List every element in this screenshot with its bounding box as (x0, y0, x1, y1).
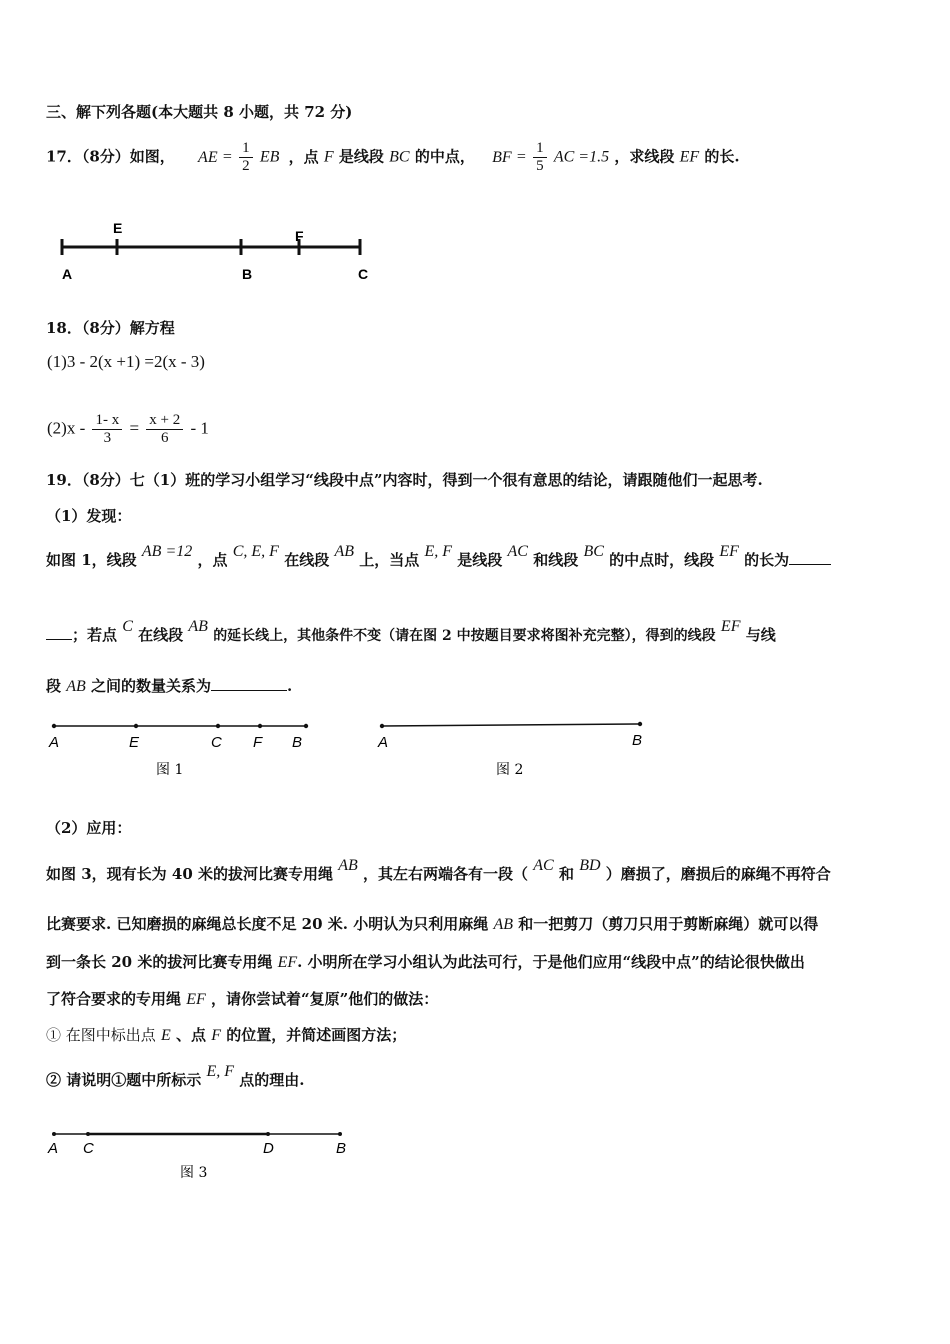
q19-p1-ef2: EF (719, 543, 739, 560)
q18-eq1: (1)3 - 2(x +1) =2(x - 3) (47, 352, 205, 371)
q18-eq2-frac2: $\frac{x + 2}{6}$ (146, 412, 183, 447)
fig1-point-b (304, 724, 308, 728)
q17-f: F (323, 148, 334, 166)
fig3-label-c: C (83, 1140, 94, 1157)
q19-p2-b: 在线段 (138, 626, 184, 644)
q19-p3-b: 之间的数量关系为 (91, 677, 212, 695)
q19-p1-ab12: AB =12 (141, 543, 193, 560)
fig1-label-f: F (253, 734, 263, 751)
fig1-caption: 图 1 (156, 762, 184, 778)
q19-q2-ef: E, F (206, 1063, 235, 1080)
q17-figure (40, 215, 400, 290)
q19-p1-ac: AC (507, 543, 528, 560)
q19-p3-ab: AB (66, 678, 86, 695)
q19-sub1 (46, 1025, 406, 1046)
fig1-label-c: C (211, 734, 222, 751)
q17-label-f: F (295, 228, 304, 244)
q19-p2-ab: AB (188, 618, 208, 635)
q19-a-line2 (46, 914, 818, 935)
q18-title: 18．（8分）解方程 (46, 319, 175, 337)
fig1-point-f (258, 724, 262, 728)
q17-label-e: E (113, 220, 123, 236)
figure-3 (40, 1120, 360, 1185)
q19-p1-b: ，点 (197, 551, 228, 569)
q19-a3: 到一条长 20 米的拔河比赛专用绳 (46, 953, 273, 971)
q19-p1-h: 的长为 (744, 551, 790, 569)
q19-p2-e: 与线 (745, 626, 776, 644)
answer-blank-1-cont[interactable] (46, 625, 72, 640)
figure-2 (370, 712, 660, 782)
q17-bc: BC (389, 148, 410, 166)
q17-eb: EB (259, 148, 280, 166)
fig3-point-d (266, 1132, 270, 1136)
q19-a1-ac: AC (533, 857, 554, 874)
q17-end: ，求线段 (614, 147, 675, 166)
q19-p3-end: . (287, 677, 293, 695)
q17-fraction-fifth: $\frac{1}{5}$ (533, 140, 547, 175)
q19-title: 19．（8分）七（1）班的学习小组学习“线段中点”内容时，得到一个很有意思的结论，请跟随他们一起思考. (46, 471, 763, 489)
question-18-eq2 (47, 412, 209, 447)
q17-bf: BF (492, 148, 512, 166)
fig1-label-b: B (292, 734, 303, 751)
fig2-label-a: A (378, 734, 389, 751)
fig2-point-b (638, 722, 642, 726)
q19-a2: 比赛要求. 已知磨损的麻绳总长度不足 20 米. 小明认为只利用麻绳 (46, 915, 489, 933)
q17-ef: EF (679, 148, 700, 166)
q19-part2-title-text: （2）应用： (46, 819, 132, 837)
q19-a2-b: 和一把剪刀（剪刀只用于剪断麻绳）就可以得 (518, 915, 819, 933)
q19-p1-line3 (46, 676, 292, 697)
q19-a2-ab: AB (493, 916, 513, 933)
q19-a3-b: . 小明所在学习小组认为此法可行，于是他们应用“线段中点”的结论很快做出 (297, 953, 805, 971)
q19-a1-bd: BD (579, 857, 601, 874)
q19-q1-f: F (211, 1027, 222, 1044)
fig3-point-a (52, 1132, 56, 1136)
fig3-point-b (338, 1132, 342, 1136)
q19-p1-g: 的中点时，线段 (609, 551, 715, 569)
q17-label-c: C (358, 266, 369, 282)
q19-q2-a: ② 请说明①题中所标示 (46, 1071, 202, 1089)
q19-a4-b: ，请你尝试着“复原”他们的做法： (211, 990, 439, 1008)
q17-label-b: B (242, 266, 253, 282)
q19-sub2 (46, 1063, 305, 1091)
q19-a-line3 (46, 952, 805, 973)
question-19-title (46, 470, 763, 490)
q19-p2-c: C (122, 618, 133, 635)
fig3-label-d: D (263, 1140, 274, 1157)
q17-end2: 的长. (704, 147, 740, 166)
q19-a1-b: ，其左右两端各有一段（ (363, 865, 529, 883)
q19-q1-b: 、点 (176, 1026, 207, 1044)
q18-eq2-left: (2)x - (47, 418, 86, 438)
fig3-label-a: A (48, 1140, 59, 1157)
q19-p1-ab: AB (334, 543, 354, 560)
answer-blank-2[interactable] (211, 676, 287, 691)
q19-p1-c: 在线段 (284, 551, 330, 569)
q17-eq2: = (516, 148, 526, 166)
q18-eq2-eq: = (129, 418, 140, 438)
fig2-label-b: B (632, 732, 643, 749)
fig1-point-c (216, 724, 220, 728)
q19-part2-title (46, 818, 131, 838)
fig3-label-b: B (336, 1140, 347, 1157)
q19-p1-bc: BC (583, 543, 604, 560)
figure-1 (40, 712, 330, 782)
fig2-point-a (380, 724, 384, 728)
q19-p1-cef: C, E, F (232, 543, 279, 560)
q19-q1-a: ① 在图中标出点 (46, 1026, 156, 1044)
fig2-segment-ab (382, 724, 640, 726)
q19-p2-ef: EF (720, 618, 741, 635)
answer-blank-1[interactable] (789, 550, 831, 565)
q19-q2-b: 点的理由. (239, 1071, 305, 1089)
q19-a4-ef: EF (186, 991, 206, 1008)
q19-p2-a: ；若点 (72, 626, 118, 644)
q19-a-line4 (46, 989, 438, 1010)
q19-p1-ef: E, F (424, 543, 453, 560)
q19-p2-d: 的延长线上，其他条件不变（请在图 2 中按题目要求将图补充完整），得到的线段 (213, 628, 716, 644)
q19-p1-line2 (46, 618, 776, 646)
q19-p1-d: 上，当点 (359, 551, 420, 569)
q18-eq2-frac1: $\frac{1- x}{3}$ (92, 412, 122, 447)
section-title (46, 102, 352, 122)
q18-eq2-right: - 1 (190, 418, 209, 438)
q17-ac-value: AC =1.5 (553, 148, 610, 166)
question-18-eq1 (47, 352, 205, 372)
q17-ae: AE (198, 148, 218, 166)
fig1-point-e (134, 724, 138, 728)
q17-label-a: A (62, 266, 73, 282)
fig1-label-a: A (49, 734, 60, 751)
q19-part1-title-text: （1）发现： (46, 507, 132, 525)
q19-a1-d: ）磨损了，磨损后的麻绳不再符合 (605, 865, 831, 883)
fig1-point-a (52, 724, 56, 728)
q17-prefix: 17．（8分）如图， (46, 147, 175, 166)
q17-comma1: ，点 (288, 147, 319, 166)
section-title-text: 三、解下列各题(本大题共 8 小题，共 72 分) (46, 103, 353, 121)
q19-p3-a: 段 (46, 677, 62, 695)
q19-a-line1 (46, 857, 831, 885)
question-18-title (46, 318, 175, 338)
q19-a3-ef: EF (277, 954, 298, 971)
q19-a1-c: 和 (558, 865, 574, 883)
q19-q1-c: 的位置，并简述画图方法； (226, 1026, 407, 1044)
fig3-point-c (86, 1132, 90, 1136)
q19-part1-title (46, 506, 131, 526)
q19-a1-ab: AB (338, 857, 358, 874)
q17-mid2: 的中点， (414, 147, 475, 166)
fig2-caption: 图 2 (496, 762, 524, 778)
q19-a1: 如图 3，现有长为 40 米的拔河比赛专用绳 (46, 865, 333, 883)
q17-mid: 是线段 (338, 147, 384, 166)
question-17 (46, 140, 740, 175)
q19-p1-line1 (46, 543, 831, 571)
q19-a4: 了符合要求的专用绳 (46, 990, 182, 1008)
fig1-label-e: E (129, 734, 140, 751)
q17-fraction-half: $\frac{1}{2}$ (239, 140, 253, 175)
q19-p1-f: 和线段 (533, 551, 579, 569)
fig3-caption: 图 3 (180, 1165, 208, 1181)
q19-p1-a: 如图 1，线段 (46, 551, 137, 569)
q19-p1-e: 是线段 (457, 551, 503, 569)
q19-q1-e: E (161, 1027, 171, 1044)
q17-eq1: = (222, 148, 232, 166)
